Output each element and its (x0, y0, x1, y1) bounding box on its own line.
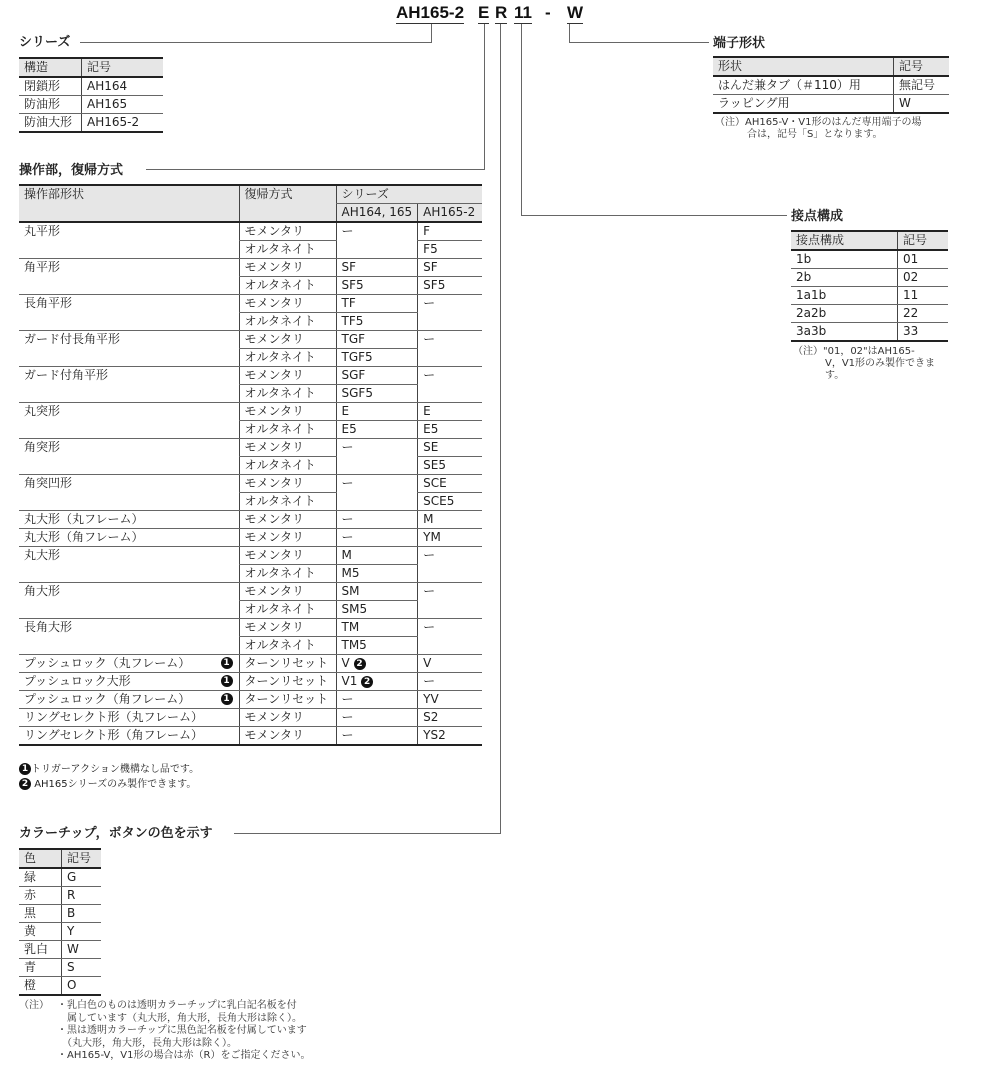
model-code-color: R (495, 3, 508, 22)
number-2-badge-icon: 2 (361, 676, 373, 688)
table-row (19, 977, 101, 996)
contact-cell: 33 (898, 323, 949, 342)
color-cell: B (62, 905, 102, 923)
color-cell: Y (62, 923, 102, 941)
table-row (791, 250, 948, 269)
operation-header-ah165-2: AH165-2 (418, 204, 482, 223)
table-row (713, 95, 949, 114)
number-2-badge-icon: 2 (19, 778, 31, 790)
footnote-2: 2 AH165シリーズのみ製作できます。 (19, 778, 196, 792)
operation-header-ah164-165: AH164, 165 (336, 204, 418, 223)
contact-cell: 1b (791, 250, 898, 269)
operation-shape-cell: 丸突形 (19, 403, 239, 439)
series-header-code: 記号 (82, 58, 164, 77)
operation-shape-cell: 丸大形 (19, 547, 239, 583)
color-section-title: カラーチップ，ボタンの色を示す (19, 826, 213, 841)
color-cell: 黒 (19, 905, 62, 923)
contact-cell: 11 (898, 287, 949, 305)
operation-reset-cell: モメンタリ (239, 367, 336, 385)
series-section-title: シリーズ (19, 35, 71, 50)
operation-ah164-165-cell: V 2 (336, 655, 418, 673)
operation-ah164-165-cell: SGF5 (336, 385, 418, 403)
table-row (19, 691, 482, 709)
operation-ah164-165-cell: ー (336, 511, 418, 529)
contact-cell: 22 (898, 305, 949, 323)
contact-table (791, 230, 948, 342)
terminal-table (713, 56, 949, 114)
operation-shape-cell: リングセレクト形（丸フレーム） (19, 709, 239, 727)
terminal-header-shape: 形状 (713, 57, 894, 76)
operation-ah165-2-cell: SE (418, 439, 482, 457)
operation-ah165-2-cell: S2 (418, 709, 482, 727)
model-code-operation: E (478, 3, 490, 22)
operation-header-shape: 操作部形状 (19, 185, 239, 222)
operation-shape-cell: 角突凹形 (19, 475, 239, 511)
operation-ah164-165-cell: E (336, 403, 418, 421)
operation-reset-cell: オルタネイト (239, 565, 336, 583)
operation-header-reset: 復帰方式 (239, 185, 336, 222)
operation-reset-cell: モメンタリ (239, 403, 336, 421)
operation-ah164-165-cell: SGF (336, 367, 418, 385)
footnote-1: 1 トリガーアクション機構なし品です。 (19, 763, 199, 777)
operation-reset-cell: モメンタリ (239, 709, 336, 727)
operation-shape-cell: 角大形 (19, 583, 239, 619)
operation-ah165-2-cell: SF5 (418, 277, 482, 295)
operation-ah164-165-cell: SM (336, 583, 418, 601)
color-table (19, 848, 101, 996)
operation-ah165-2-cell: SF (418, 259, 482, 277)
color-cell: 乳白 (19, 941, 62, 959)
operation-ah164-165-cell: V1 2 (336, 673, 418, 691)
operation-ah164-165-cell: SF (336, 259, 418, 277)
connector-terminal (569, 42, 709, 43)
model-code-dash: - (545, 3, 551, 22)
operation-table (19, 184, 482, 746)
number-1-badge-icon: 1 (19, 763, 31, 775)
operation-ah164-165-cell: M5 (336, 565, 418, 583)
operation-ah164-165-cell: ー (336, 439, 418, 475)
contact-header-code: 記号 (898, 231, 949, 250)
number-2-badge-icon: 2 (354, 658, 366, 670)
series-header-structure: 構造 (19, 58, 82, 77)
operation-ah165-2-cell: ー (418, 619, 482, 655)
operation-reset-cell: モメンタリ (239, 222, 336, 241)
table-row (19, 367, 482, 385)
operation-ah165-2-cell: ー (418, 673, 482, 691)
table-row (19, 529, 482, 547)
operation-reset-cell: モメンタリ (239, 331, 336, 349)
operation-reset-cell: モメンタリ (239, 727, 336, 746)
operation-ah165-2-cell: YM (418, 529, 482, 547)
series-cell: AH165-2 (82, 114, 164, 133)
operation-ah165-2-cell: ー (418, 583, 482, 619)
operation-section-title: 操作部，復帰方式 (19, 163, 124, 178)
operation-ah164-165-cell: ー (336, 691, 418, 709)
operation-ah165-2-cell: ー (418, 367, 482, 403)
operation-shape-cell: 丸大形（丸フレーム） (19, 511, 239, 529)
table-row (19, 547, 482, 565)
color-cell: 黄 (19, 923, 62, 941)
series-table (19, 57, 163, 133)
table-row (791, 287, 948, 305)
table-row (19, 727, 482, 746)
terminal-cell: 無記号 (894, 76, 950, 95)
table-row (19, 905, 101, 923)
operation-ah164-165-cell: ー (336, 475, 418, 511)
series-cell: 閉鎖形 (19, 77, 82, 96)
table-row (19, 403, 482, 421)
operation-ah164-165-cell: TGF (336, 331, 418, 349)
table-row (19, 619, 482, 637)
operation-reset-cell: モメンタリ (239, 619, 336, 637)
connector-series (80, 42, 432, 43)
color-cell: O (62, 977, 102, 996)
operation-ah165-2-cell: ー (418, 547, 482, 583)
color-cell: 赤 (19, 887, 62, 905)
operation-ah165-2-cell: SE5 (418, 457, 482, 475)
contact-cell: 01 (898, 250, 949, 269)
operation-reset-cell: モメンタリ (239, 475, 336, 493)
operation-shape-cell: ガード付角平形 (19, 367, 239, 403)
contact-cell: 2b (791, 269, 898, 287)
connector-contact (521, 215, 787, 216)
table-row (19, 709, 482, 727)
operation-reset-cell: ターンリセット (239, 673, 336, 691)
operation-ah165-2-cell: ー (418, 295, 482, 331)
operation-ah164-165-cell: ー (336, 222, 418, 259)
operation-reset-cell: オルタネイト (239, 241, 336, 259)
color-header-code: 記号 (62, 849, 102, 868)
connector-operation (484, 24, 485, 170)
color-cell: R (62, 887, 102, 905)
table-row (19, 96, 163, 114)
table-row (19, 673, 482, 691)
operation-shape-cell: ガード付長角平形 (19, 331, 239, 367)
operation-reset-cell: モメンタリ (239, 439, 336, 457)
table-row (19, 259, 482, 277)
operation-shape-cell: 丸平形 (19, 222, 239, 259)
operation-ah164-165-cell: TM (336, 619, 418, 637)
table-row (19, 868, 101, 887)
connector-color (500, 24, 501, 834)
table-row (791, 323, 948, 342)
contact-note: （注）"01，02"はAH165- V，V1形のみ製作できま す。 (793, 346, 936, 381)
table-row (791, 305, 948, 323)
operation-ah165-2-cell: SCE5 (418, 493, 482, 511)
operation-shape-cell: 丸大形（角フレーム） (19, 529, 239, 547)
series-cell: AH165 (82, 96, 164, 114)
color-cell: 橙 (19, 977, 62, 996)
number-1-badge-icon: 1 (221, 693, 233, 705)
contact-cell: 2a2b (791, 305, 898, 323)
connector-operation (146, 169, 485, 170)
operation-ah164-165-cell: ー (336, 709, 418, 727)
operation-reset-cell: オルタネイト (239, 421, 336, 439)
operation-ah165-2-cell: SCE (418, 475, 482, 493)
connector-terminal (569, 24, 570, 43)
connector-contact (521, 24, 522, 216)
terminal-note: （注）AH165-V・V1形のはんだ専用端子の場 合は，記号「S」となります。 (715, 117, 922, 140)
color-cell: 緑 (19, 868, 62, 887)
operation-ah165-2-cell: V (418, 655, 482, 673)
operation-shape-cell: プッシュロック大形 1 (19, 673, 239, 691)
operation-ah164-165-cell: TF5 (336, 313, 418, 331)
table-row (19, 583, 482, 601)
operation-reset-cell: オルタネイト (239, 601, 336, 619)
operation-ah165-2-cell: ー (418, 331, 482, 367)
color-cell: 青 (19, 959, 62, 977)
model-code-contact: 11 (514, 3, 532, 22)
operation-reset-cell: オルタネイト (239, 493, 336, 511)
operation-ah165-2-cell: E (418, 403, 482, 421)
color-note: （注） ・乳白色のものは透明カラーチップに乳白記名板を付 属しています（丸大形，角大形，長角大形は除く）。 ・黒は透明カラーチップに黒色記名板を付属しています （丸大形，角大形，長角大形は除く）。 ・AH165-V，V1形の場合は赤（R）をご指定ください。 (19, 1000, 311, 1061)
contact-cell: 3a3b (791, 323, 898, 342)
contact-header-config: 接点構成 (791, 231, 898, 250)
table-row (19, 77, 163, 96)
operation-reset-cell: オルタネイト (239, 349, 336, 367)
operation-reset-cell: モメンタリ (239, 547, 336, 565)
table-row (19, 331, 482, 349)
operation-reset-cell: モメンタリ (239, 529, 336, 547)
table-row (19, 295, 482, 313)
operation-ah164-165-cell: M (336, 547, 418, 565)
color-header-color: 色 (19, 849, 62, 868)
operation-shape-cell: リングセレクト形（角フレーム） (19, 727, 239, 746)
operation-reset-cell: オルタネイト (239, 313, 336, 331)
operation-ah164-165-cell: ー (336, 727, 418, 746)
terminal-cell: はんだ兼タブ（＃110）用 (713, 76, 894, 95)
operation-ah164-165-cell: TF (336, 295, 418, 313)
model-code-series: AH165-2 (396, 3, 465, 22)
number-1-badge-icon: 1 (221, 675, 233, 687)
operation-ah164-165-cell: TGF5 (336, 349, 418, 367)
table-row (19, 655, 482, 673)
operation-ah164-165-cell: ー (336, 529, 418, 547)
operation-ah164-165-cell: TM5 (336, 637, 418, 655)
terminal-cell: W (894, 95, 950, 114)
operation-reset-cell: ターンリセット (239, 655, 336, 673)
operation-header-series: シリーズ (336, 185, 482, 204)
table-row (19, 511, 482, 529)
contact-cell: 1a1b (791, 287, 898, 305)
operation-shape-cell: 長角大形 (19, 619, 239, 655)
series-cell: 防油大形 (19, 114, 82, 133)
operation-ah164-165-cell: SF5 (336, 277, 418, 295)
table-row (19, 959, 101, 977)
table-row (19, 941, 101, 959)
operation-shape-cell: 角突形 (19, 439, 239, 475)
series-cell: 防油形 (19, 96, 82, 114)
operation-ah164-165-cell: E5 (336, 421, 418, 439)
operation-ah165-2-cell: E5 (418, 421, 482, 439)
operation-shape-cell: 角平形 (19, 259, 239, 295)
terminal-section-title: 端子形状 (713, 36, 766, 51)
operation-shape-cell: 長角平形 (19, 295, 239, 331)
operation-reset-cell: モメンタリ (239, 583, 336, 601)
operation-reset-cell: モメンタリ (239, 259, 336, 277)
color-cell: W (62, 941, 102, 959)
terminal-header-code: 記号 (894, 57, 950, 76)
series-cell: AH164 (82, 77, 164, 96)
table-row (19, 114, 163, 133)
table-row (19, 439, 482, 457)
table-row (19, 222, 482, 241)
model-code-terminal: W (567, 3, 584, 22)
table-row (713, 76, 949, 95)
operation-ah164-165-cell: SM5 (336, 601, 418, 619)
number-1-badge-icon: 1 (221, 657, 233, 669)
connector-color (234, 833, 501, 834)
color-cell: G (62, 868, 102, 887)
operation-shape-cell: プッシュロック（丸フレーム） 1 (19, 655, 239, 673)
table-row (791, 269, 948, 287)
contact-section-title: 接点構成 (791, 209, 844, 224)
connector-series (431, 24, 432, 43)
operation-reset-cell: オルタネイト (239, 385, 336, 403)
operation-ah165-2-cell: YS2 (418, 727, 482, 746)
operation-ah165-2-cell: M (418, 511, 482, 529)
operation-reset-cell: ターンリセット (239, 691, 336, 709)
operation-shape-cell: プッシュロック（角フレーム） 1 (19, 691, 239, 709)
table-row (19, 887, 101, 905)
operation-ah165-2-cell: F (418, 222, 482, 241)
operation-reset-cell: オルタネイト (239, 637, 336, 655)
contact-cell: 02 (898, 269, 949, 287)
operation-reset-cell: オルタネイト (239, 457, 336, 475)
color-cell: S (62, 959, 102, 977)
operation-reset-cell: オルタネイト (239, 277, 336, 295)
table-row (19, 475, 482, 493)
operation-reset-cell: モメンタリ (239, 511, 336, 529)
operation-reset-cell: モメンタリ (239, 295, 336, 313)
table-row (19, 923, 101, 941)
terminal-cell: ラッピング用 (713, 95, 894, 114)
operation-ah165-2-cell: F5 (418, 241, 482, 259)
operation-ah165-2-cell: YV (418, 691, 482, 709)
